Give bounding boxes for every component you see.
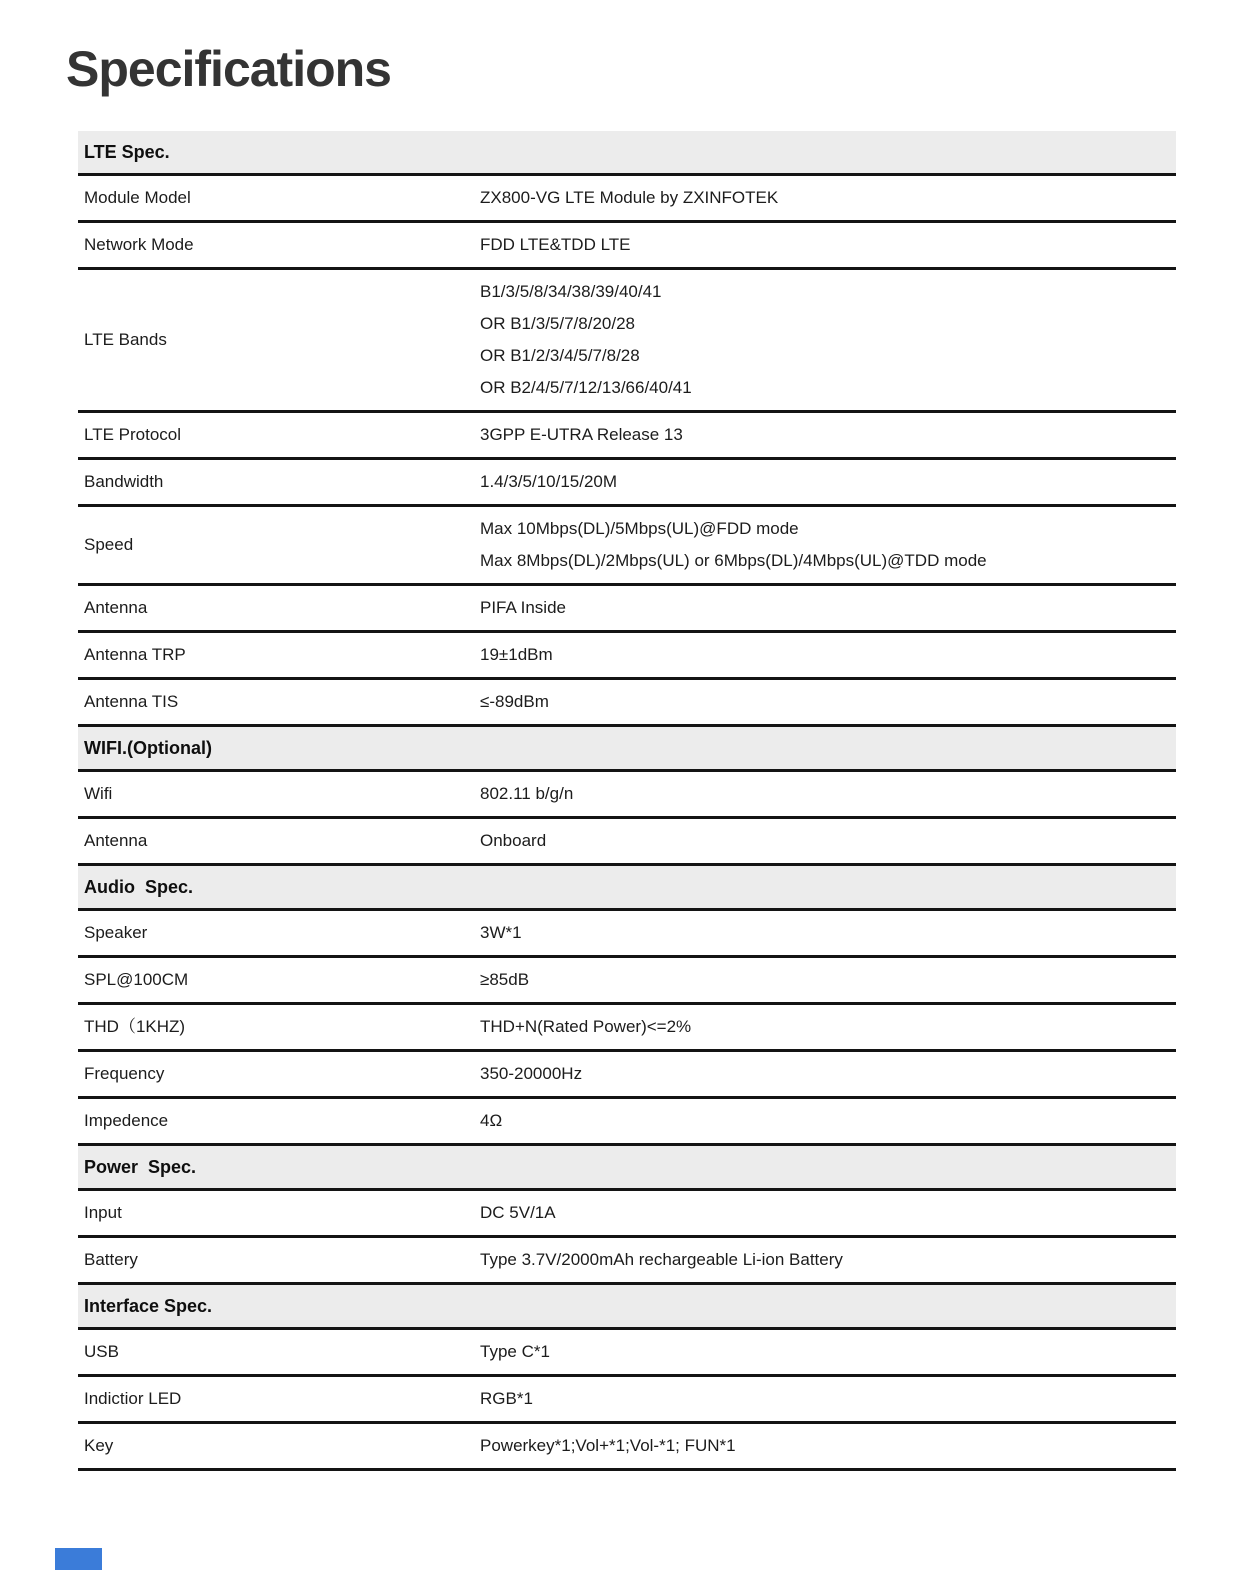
value-line: ZX800-VG LTE Module by ZXINFOTEK <box>480 188 779 207</box>
value-line: 802.11 b/g/n <box>480 784 574 803</box>
value-line: FDD LTE&TDD LTE <box>480 235 631 254</box>
spec-row <box>78 958 1176 1005</box>
row-value <box>480 686 1168 718</box>
spec-row <box>78 507 1176 586</box>
row-label: LTE Protocol <box>84 425 182 444</box>
row-value <box>480 1197 1168 1229</box>
value-line: ≤-89dBm <box>480 692 549 711</box>
value-line: 3W*1 <box>480 923 522 942</box>
value-line: OR B2/4/5/7/12/13/66/40/41 <box>480 378 692 397</box>
row-label: Module Model <box>84 188 191 207</box>
spec-row <box>78 1424 1176 1471</box>
row-value <box>480 778 1168 810</box>
row-label: Frequency <box>84 1064 165 1083</box>
value-line: 3GPP E-UTRA Release 13 <box>480 425 683 444</box>
row-value <box>480 1383 1168 1415</box>
row-label: Key <box>84 1436 114 1455</box>
value-line: 4Ω <box>480 1111 503 1130</box>
value-line: OR B1/3/5/7/8/20/28 <box>480 314 635 333</box>
row-value <box>480 1058 1168 1090</box>
row-value <box>480 1011 1168 1043</box>
spec-row <box>78 1191 1176 1238</box>
section-header: LTE Spec. <box>78 131 1176 176</box>
spec-row <box>78 819 1176 866</box>
row-value <box>480 466 1168 498</box>
value-line: Powerkey*1;Vol+*1;Vol-*1; FUN*1 <box>480 1436 736 1455</box>
row-value <box>480 229 1168 261</box>
row-label: Antenna TIS <box>84 692 179 711</box>
spec-row <box>78 413 1176 460</box>
value-line: Type 3.7V/2000mAh rechargeable Li-ion Battery <box>480 1250 843 1269</box>
spec-row <box>78 1377 1176 1424</box>
row-value <box>480 825 1168 857</box>
row-value <box>480 1336 1168 1368</box>
row-label: Antenna TRP <box>84 645 186 664</box>
section-header: WIFI.(Optional) <box>78 727 1176 772</box>
value-line: OR B1/2/3/4/5/7/8/28 <box>480 346 640 365</box>
spec-row <box>78 223 1176 270</box>
row-label: Network Mode <box>84 235 194 254</box>
row-label: LTE Bands <box>84 330 167 349</box>
spec-row <box>78 1238 1176 1285</box>
row-value <box>480 1430 1168 1462</box>
row-value <box>480 1105 1168 1137</box>
spec-row <box>78 1099 1176 1146</box>
row-label: Battery <box>84 1250 138 1269</box>
row-value <box>480 917 1168 949</box>
footer-blue-mark <box>55 1548 102 1570</box>
row-value <box>480 182 1168 214</box>
row-value <box>480 639 1168 671</box>
spec-row <box>78 176 1176 223</box>
value-line: Type C*1 <box>480 1342 550 1361</box>
spec-row <box>78 1330 1176 1377</box>
spec-table <box>78 131 1176 1471</box>
page-title: Specifications <box>66 41 391 97</box>
row-value <box>480 419 1168 451</box>
value-line: ≥85dB <box>480 970 530 989</box>
row-label: Impedence <box>84 1111 169 1130</box>
spec-row <box>78 1052 1176 1099</box>
row-label: Input <box>84 1203 122 1222</box>
document-page <box>0 42 1248 1471</box>
spec-row <box>78 680 1176 727</box>
section-header: Power Spec. <box>78 1146 1176 1191</box>
spec-row <box>78 586 1176 633</box>
value-line: THD+N(Rated Power)<=2% <box>480 1017 692 1036</box>
value-line: Onboard <box>480 831 547 850</box>
section-header: Interface Spec. <box>78 1285 1176 1330</box>
spec-row <box>78 270 1176 413</box>
section-header: Audio Spec. <box>78 866 1176 911</box>
row-value <box>480 276 1168 404</box>
row-value <box>480 964 1168 996</box>
row-value <box>480 592 1168 624</box>
spec-row <box>78 911 1176 958</box>
value-line: Max 10Mbps(DL)/5Mbps(UL)@FDD mode <box>480 519 799 538</box>
row-value <box>480 513 1168 577</box>
value-line: 350-20000Hz <box>480 1064 583 1083</box>
value-line: PIFA Inside <box>480 598 566 617</box>
value-line: 1.4/3/5/10/15/20M <box>480 472 618 491</box>
row-label: USB <box>84 1342 119 1361</box>
value-line: B1/3/5/8/34/38/39/40/41 <box>480 282 662 301</box>
row-label: Antenna <box>84 831 148 850</box>
row-label: THD（1KHZ) <box>84 1017 186 1036</box>
spec-row <box>78 772 1176 819</box>
value-line: RGB*1 <box>480 1389 533 1408</box>
spec-row <box>78 1005 1176 1052</box>
value-line: Max 8Mbps(DL)/2Mbps(UL) or 6Mbps(DL)/4Mbps(UL)@TDD mode <box>480 551 987 570</box>
row-label: Wifi <box>84 784 113 803</box>
value-line: DC 5V/1A <box>480 1203 556 1222</box>
spec-row <box>78 460 1176 507</box>
row-label: SPL@100CM <box>84 970 189 989</box>
row-label: Bandwidth <box>84 472 164 491</box>
row-label: Speaker <box>84 923 148 942</box>
row-label: Speed <box>84 535 134 554</box>
value-line: 19±1dBm <box>480 645 553 664</box>
row-label: Antenna <box>84 598 148 617</box>
row-label: Indictior LED <box>84 1389 182 1408</box>
spec-row <box>78 633 1176 680</box>
row-value <box>480 1244 1168 1276</box>
